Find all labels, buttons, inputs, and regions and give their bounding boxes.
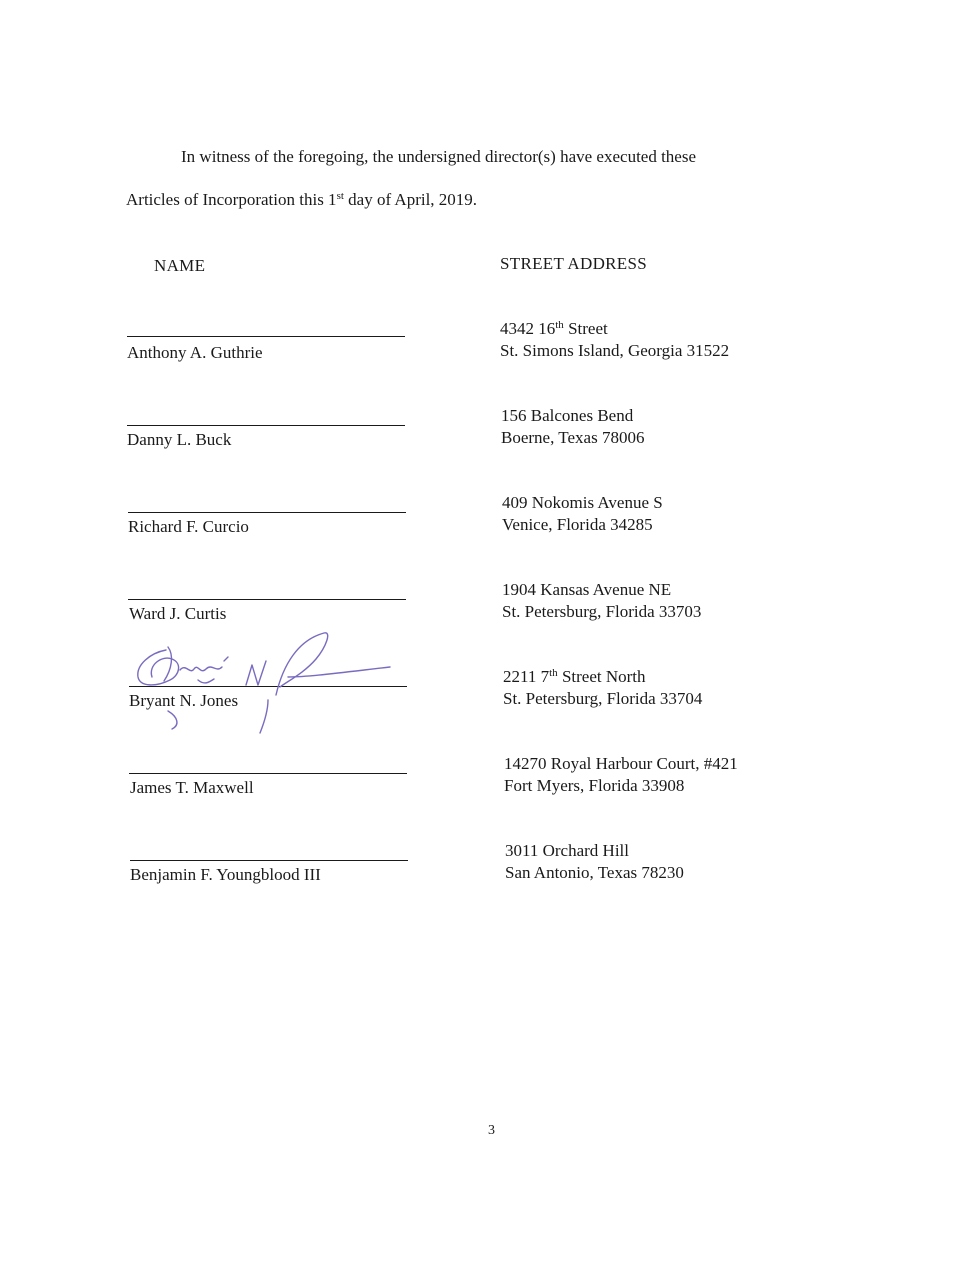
intro-line-1: In witness of the foregoing, the undersigned director(s) have executed these — [181, 147, 697, 166]
signature-line — [130, 860, 408, 861]
director-street — [503, 667, 646, 687]
director-name: Benjamin F. Youngblood III — [130, 865, 321, 884]
director-street-before: 2211 7 — [503, 667, 550, 686]
director-name: Anthony A. Guthrie — [127, 343, 263, 362]
signature-line — [127, 425, 405, 426]
director-name: Danny L. Buck — [127, 430, 232, 449]
address-column-header: STREET ADDRESS — [500, 254, 647, 273]
director-street-after: Street — [563, 319, 608, 338]
intro-line-2-sup: st — [336, 190, 344, 202]
director-street-sup: th — [549, 667, 558, 679]
director-street-after: Street North — [557, 667, 646, 686]
signature-line — [128, 599, 406, 600]
page-number: 3 — [488, 1123, 495, 1138]
director-street-before: 4342 16 — [500, 319, 556, 338]
director-city: San Antonio, Texas 78230 — [505, 863, 684, 882]
director-name: Bryant N. Jones — [129, 691, 239, 710]
director-street: 3011 Orchard Hill — [505, 841, 630, 860]
signature-line — [129, 773, 407, 774]
director-city: Fort Myers, Florida 33908 — [504, 776, 685, 795]
director-city: Venice, Florida 34285 — [502, 515, 653, 534]
director-street — [500, 319, 608, 339]
director-street-sup: th — [555, 319, 564, 331]
name-column-header: NAME — [154, 256, 206, 275]
director-street: 1904 Kansas Avenue NE — [502, 580, 672, 599]
director-name: Ward J. Curtis — [129, 604, 227, 623]
director-city: Boerne, Texas 78006 — [501, 428, 645, 447]
director-street: 14270 Royal Harbour Court, #421 — [504, 754, 738, 773]
signature-line — [127, 336, 405, 337]
director-name: Richard F. Curcio — [128, 517, 249, 536]
director-street: 409 Nokomis Avenue S — [502, 493, 663, 512]
intro-line-2-before: Articles of Incorporation this 1 — [126, 190, 337, 209]
director-street: 156 Balcones Bend — [501, 406, 634, 425]
handwritten-signature — [128, 625, 398, 735]
director-city: St. Petersburg, Florida 33704 — [503, 689, 703, 708]
intro-line-2-after: day of April, 2019. — [343, 190, 478, 209]
director-name: James T. Maxwell — [130, 778, 254, 797]
director-city: St. Simons Island, Georgia 31522 — [500, 341, 730, 360]
signature-line — [128, 512, 406, 513]
intro-line-2 — [126, 190, 477, 210]
director-city: St. Petersburg, Florida 33703 — [502, 602, 702, 621]
